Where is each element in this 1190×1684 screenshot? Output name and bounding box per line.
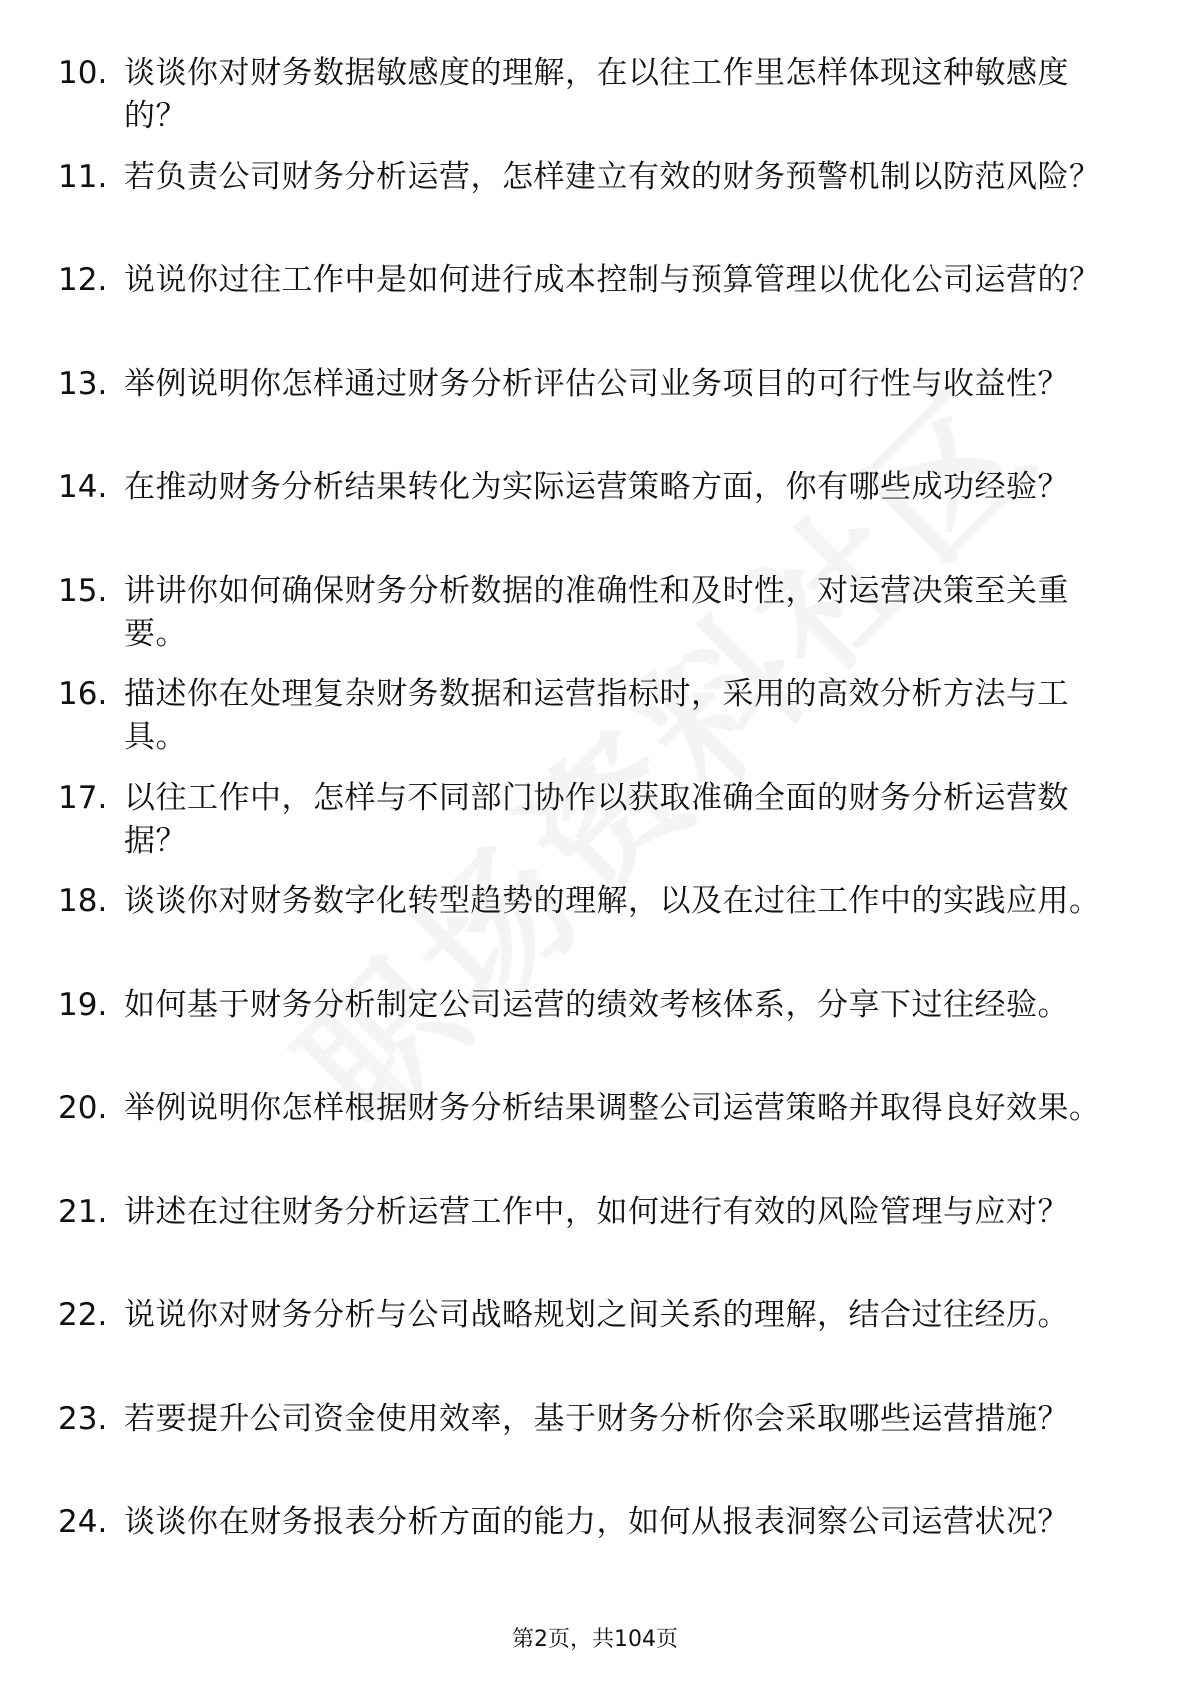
question-number: 21.	[58, 1193, 108, 1230]
question-number: 15.	[58, 572, 108, 609]
question-text: 举例说明你怎样根据财务分析结果调整公司运营策略并取得良好效果。	[124, 1090, 1101, 1126]
list-item	[58, 1191, 1118, 1295]
question-text: 举例说明你怎样通过财务分析评估公司业务项目的可行性与收益性？	[124, 365, 1069, 402]
question-text: 谈谈你对财务数据敏感度的理解，在以往工作里怎样体现这种敏感度的？	[124, 55, 1069, 134]
question-number: 13.	[58, 365, 108, 402]
list-item	[58, 1294, 1118, 1398]
question-text: 描述你在处理复杂财务数据和运营指标时，采用的高效分析方法与工具。	[124, 676, 1069, 755]
question-text: 在推动财务分析结果转化为实际运营策略方面，你有哪些成功经验？	[124, 469, 1069, 505]
page-footer: 第2页，共104页	[512, 1627, 678, 1652]
question-number: 20.	[58, 1090, 108, 1126]
question-text: 以往工作中，怎样与不同部门协作以获取准确全面的财务分析运营数据？	[124, 779, 1069, 859]
question-text: 讲述在过往财务分析运营工作中，如何进行有效的风险管理与应对？	[124, 1193, 1069, 1230]
question-number: 12.	[58, 262, 108, 298]
question-number: 14.	[58, 469, 108, 505]
list-item	[58, 880, 1118, 984]
question-text: 说说你对财务分析与公司战略规划之间关系的理解，结合过往经历。	[124, 1297, 1069, 1333]
list-item	[58, 984, 1118, 1088]
list-item	[58, 363, 1118, 467]
question-text: 讲讲你如何确保财务分析数据的准确性和及时性，对运营决策至关重要。	[124, 572, 1069, 652]
list-item	[58, 1398, 1118, 1502]
question-text: 若要提升公司资金使用效率，基于财务分析你会采取哪些运营措施？	[124, 1400, 1069, 1437]
question-number: 10.	[58, 55, 108, 91]
question-number: 23.	[58, 1400, 108, 1437]
question-number: 17.	[58, 779, 108, 816]
list-item	[58, 777, 1118, 881]
question-number: 24.	[58, 1504, 108, 1540]
question-number: 22.	[58, 1297, 108, 1333]
list-item	[58, 156, 1118, 260]
list-item	[58, 570, 1118, 674]
question-number: 19.	[58, 986, 108, 1023]
question-number: 18.	[58, 883, 108, 919]
list-item	[58, 1087, 1118, 1191]
list-item	[58, 1501, 1118, 1605]
question-text: 谈谈你对财务数字化转型趋势的理解，以及在过往工作中的实践应用。	[124, 883, 1101, 919]
list-item	[58, 52, 1118, 156]
question-text: 说说你过往工作中是如何进行成本控制与预算管理以优化公司运营的？	[124, 262, 1101, 298]
question-text: 如何基于财务分析制定公司运营的绩效考核体系，分享下过往经验。	[124, 986, 1069, 1023]
question-text: 若负责公司财务分析运营，怎样建立有效的财务预警机制以防范风险？	[124, 158, 1101, 195]
question-text: 谈谈你在财务报表分析方面的能力，如何从报表洞察公司运营状况？	[124, 1504, 1069, 1540]
question-list	[58, 52, 1118, 1605]
question-number: 11.	[58, 158, 108, 195]
list-item	[58, 673, 1118, 777]
list-item	[58, 259, 1118, 363]
list-item	[58, 466, 1118, 570]
question-number: 16.	[58, 676, 108, 712]
